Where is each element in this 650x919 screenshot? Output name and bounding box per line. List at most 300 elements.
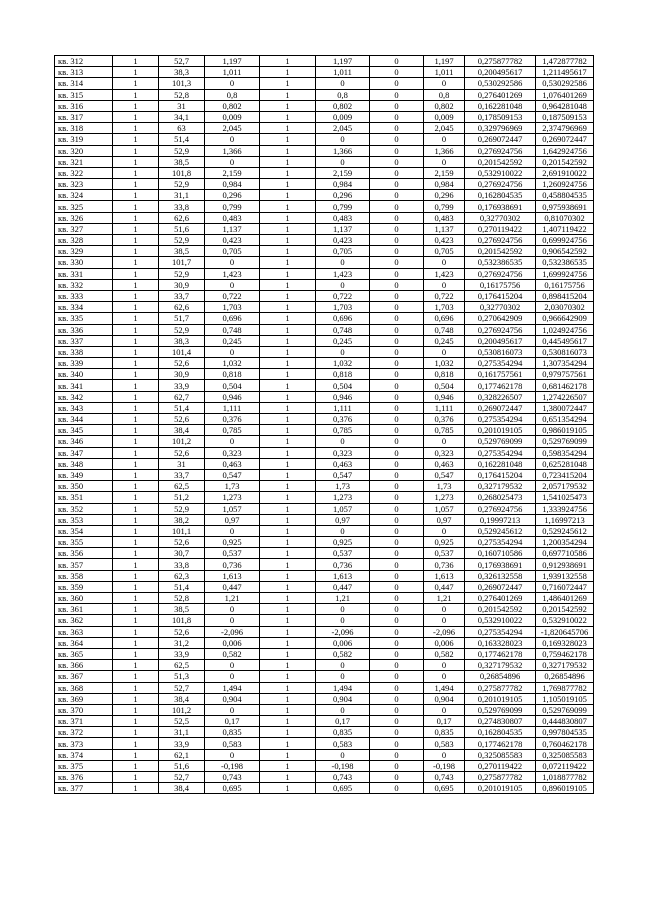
table-cell: 0 (370, 313, 424, 324)
table-cell: 52,9 (159, 235, 205, 246)
apartment-cell: кв. 365 (55, 648, 113, 659)
table-row (55, 235, 594, 246)
table-cell: 0,276924756 (465, 324, 536, 335)
table-cell: 0,16175756 (536, 279, 594, 290)
table-cell: 1 (260, 145, 316, 156)
table-cell: 0 (370, 67, 424, 78)
table-cell: 0,162804535 (465, 190, 536, 201)
table-cell: 38,5 (159, 156, 205, 167)
table-cell: 0,423 (205, 235, 260, 246)
table-cell: 0,328226507 (465, 391, 536, 402)
table-cell: 1,366 (424, 145, 465, 156)
table-cell: 0,695 (316, 783, 370, 794)
table-cell: 0 (316, 525, 370, 536)
table-cell: 1 (113, 783, 159, 794)
table-cell: 2,159 (205, 167, 260, 178)
table-cell: 1 (113, 302, 159, 313)
apartment-cell: кв. 367 (55, 671, 113, 682)
table-cell: 1 (113, 738, 159, 749)
table-cell: 0 (370, 570, 424, 581)
table-cell: 0,986019105 (536, 425, 594, 436)
table-cell: 1 (260, 358, 316, 369)
table-cell: 1,21 (316, 593, 370, 604)
table-cell: 0 (370, 503, 424, 514)
table-cell: 0 (316, 660, 370, 671)
table-cell: 52,9 (159, 324, 205, 335)
apartment-cell: кв. 376 (55, 772, 113, 783)
table-cell: 0,705 (424, 246, 465, 257)
table-row (55, 749, 594, 760)
table-cell: 1,73 (205, 481, 260, 492)
table-cell: 0,17 (424, 716, 465, 727)
table-cell: 1 (113, 772, 159, 783)
table-cell: 0,201019105 (465, 783, 536, 794)
table-row (55, 89, 594, 100)
table-cell: 0 (370, 525, 424, 536)
table-cell: 1,111 (205, 402, 260, 413)
table-cell: 51,6 (159, 760, 205, 771)
table-cell: 0,323 (424, 447, 465, 458)
table-cell: 0,736 (424, 559, 465, 570)
apartment-cell: кв. 369 (55, 693, 113, 704)
table-cell: 1,111 (424, 402, 465, 413)
table-cell: 63 (159, 123, 205, 134)
table-cell: 1 (260, 458, 316, 469)
table-cell: 0 (424, 156, 465, 167)
table-cell: 62,3 (159, 570, 205, 581)
table-cell: 0,799 (424, 201, 465, 212)
table-cell: 0 (316, 156, 370, 167)
table-row (55, 581, 594, 592)
table-cell: 0 (316, 604, 370, 615)
apartment-cell: кв. 373 (55, 738, 113, 749)
table-cell: 1,494 (316, 682, 370, 693)
table-cell: 0,201019105 (465, 425, 536, 436)
table-cell: 1,197 (424, 56, 465, 67)
table-cell: 101,2 (159, 436, 205, 447)
table-cell: 0,598354294 (536, 447, 594, 458)
table-cell: 1 (260, 604, 316, 615)
table-cell: 0,532386535 (536, 257, 594, 268)
table-cell: 0,696 (424, 313, 465, 324)
table-cell: 0,759462178 (536, 648, 594, 659)
table-row (55, 593, 594, 604)
table-cell: 1,703 (424, 302, 465, 313)
table-cell: 0 (205, 134, 260, 145)
table-cell: 0 (424, 704, 465, 715)
table-cell: 0,447 (316, 581, 370, 592)
table-cell: 0,009 (316, 111, 370, 122)
table-cell: 0 (370, 212, 424, 223)
table-cell: 1,197 (205, 56, 260, 67)
table-cell: 1 (113, 648, 159, 659)
apartment-cell: кв. 353 (55, 514, 113, 525)
table-row (55, 290, 594, 301)
table-cell: 0,722 (205, 290, 260, 301)
table-cell: 0,176938691 (465, 201, 536, 212)
table-cell: 0,276924756 (465, 268, 536, 279)
table-row (55, 514, 594, 525)
table-cell: 0 (370, 749, 424, 760)
table-cell: -0,198 (316, 760, 370, 771)
table-cell: 0,925 (316, 537, 370, 548)
table-cell: 30,9 (159, 369, 205, 380)
table-cell: 1 (113, 358, 159, 369)
table-row (55, 469, 594, 480)
table-cell: 1 (113, 637, 159, 648)
table-cell: 38,5 (159, 246, 205, 257)
table-cell: 1 (113, 727, 159, 738)
table-cell: 0 (316, 257, 370, 268)
table-cell: 1 (260, 436, 316, 447)
table-cell: 0,979757561 (536, 369, 594, 380)
table-row (55, 772, 594, 783)
table-cell: 1 (260, 302, 316, 313)
table-cell: 1,73 (424, 481, 465, 492)
table-cell: 0 (370, 268, 424, 279)
table-row (55, 145, 594, 156)
table-cell: 1 (113, 402, 159, 413)
table-cell: 0 (370, 727, 424, 738)
table-cell: 0 (205, 279, 260, 290)
table-cell: 1 (260, 89, 316, 100)
table-cell: 1 (113, 279, 159, 290)
table-cell: 0,984 (424, 179, 465, 190)
table-cell: 0,423 (316, 235, 370, 246)
table-row (55, 693, 594, 704)
table-cell: 1,011 (424, 67, 465, 78)
table-cell: 0,743 (205, 772, 260, 783)
table-cell: 0,32770302 (465, 302, 536, 313)
table-cell: 51,2 (159, 492, 205, 503)
table-cell: 0,201542592 (536, 604, 594, 615)
table-cell: 38,2 (159, 514, 205, 525)
table-cell: 0 (370, 358, 424, 369)
table-cell: 0,201542592 (465, 156, 536, 167)
table-cell: 1 (260, 704, 316, 715)
table-cell: 0,975938691 (536, 201, 594, 212)
table-cell: 1 (113, 190, 159, 201)
table-row (55, 246, 594, 257)
table-row (55, 425, 594, 436)
table-row (55, 537, 594, 548)
apartment-cell: кв. 350 (55, 481, 113, 492)
table-row (55, 391, 594, 402)
table-cell: 0,818 (205, 369, 260, 380)
table-cell: 0,785 (424, 425, 465, 436)
table-cell: 1 (113, 593, 159, 604)
table-cell: 1 (260, 525, 316, 536)
table-cell: 1,423 (205, 268, 260, 279)
table-cell: 1,018877782 (536, 772, 594, 783)
table-cell: 0 (370, 156, 424, 167)
table-cell: 0 (370, 682, 424, 693)
table-cell: 0,696 (316, 313, 370, 324)
table-cell: 0,270119422 (465, 760, 536, 771)
apartment-cell: кв. 327 (55, 223, 113, 234)
table-cell: 0 (370, 481, 424, 492)
table-cell: 1,211495617 (536, 67, 594, 78)
table-cell: 1 (260, 369, 316, 380)
table-row (55, 559, 594, 570)
table-cell: -0,198 (424, 760, 465, 771)
table-cell: 1,011 (205, 67, 260, 78)
table-row (55, 279, 594, 290)
table-cell: 1 (260, 67, 316, 78)
table-cell: 52,7 (159, 682, 205, 693)
table-row (55, 738, 594, 749)
table-cell: 52,9 (159, 503, 205, 514)
table-cell: 0,529245612 (465, 525, 536, 536)
table-cell: 0 (424, 749, 465, 760)
table-cell: 1 (260, 514, 316, 525)
table-cell: 1 (113, 179, 159, 190)
table-cell: 1,057 (205, 503, 260, 514)
table-row (55, 257, 594, 268)
apartment-cell: кв. 348 (55, 458, 113, 469)
table-cell: 1 (260, 570, 316, 581)
table-cell: 0,547 (424, 469, 465, 480)
table-cell: 0,176415204 (465, 469, 536, 480)
table-cell: 0,177462178 (465, 648, 536, 659)
table-cell: 0 (370, 615, 424, 626)
table-cell: 1,541025473 (536, 492, 594, 503)
table-cell: 0 (424, 615, 465, 626)
table-cell: 1,137 (424, 223, 465, 234)
table-cell: 0,743 (424, 772, 465, 783)
table-cell: 0,8 (316, 89, 370, 100)
table-cell: 1 (260, 425, 316, 436)
table-cell: 1,423 (424, 268, 465, 279)
table-cell: 0,326132558 (465, 570, 536, 581)
table-cell: 52,9 (159, 268, 205, 279)
table-row (55, 324, 594, 335)
apartment-cell: кв. 333 (55, 290, 113, 301)
table-cell: 1 (260, 335, 316, 346)
table-cell: 1,032 (424, 358, 465, 369)
table-cell: 0,275354294 (465, 537, 536, 548)
table-cell: 0,8 (205, 89, 260, 100)
table-cell: 33,7 (159, 290, 205, 301)
table-row (55, 111, 594, 122)
table-cell: 0,376 (205, 414, 260, 425)
table-cell: 1 (260, 772, 316, 783)
table-cell: 1 (113, 749, 159, 760)
table-cell: 0 (370, 593, 424, 604)
table-cell: 0,696 (205, 313, 260, 324)
table-cell: 1 (113, 78, 159, 89)
table-cell: 0,162804535 (465, 727, 536, 738)
table-cell: 0,276924756 (465, 235, 536, 246)
table-cell: 0,269072447 (465, 134, 536, 145)
table-cell: 0 (370, 425, 424, 436)
table-cell: 0,529245612 (536, 525, 594, 536)
table-row (55, 637, 594, 648)
table-cell: 1 (260, 123, 316, 134)
table-cell: 1 (260, 648, 316, 659)
table-row (55, 727, 594, 738)
table-cell: 1 (260, 56, 316, 67)
table-cell: 0,547 (205, 469, 260, 480)
table-row (55, 78, 594, 89)
table-cell: 0 (424, 436, 465, 447)
table-cell: 1 (113, 246, 159, 257)
table-cell: 1,699924756 (536, 268, 594, 279)
table-cell: 0,275354294 (465, 447, 536, 458)
apartment-cell: кв. 355 (55, 537, 113, 548)
table-cell: 1 (113, 290, 159, 301)
table-cell: 1 (113, 514, 159, 525)
table-cell: 0,97 (205, 514, 260, 525)
table-cell: 1 (260, 738, 316, 749)
table-cell: 0,276924756 (465, 179, 536, 190)
table-cell: 101,7 (159, 257, 205, 268)
table-cell: 0,529769099 (536, 704, 594, 715)
table-cell: 1,260924756 (536, 179, 594, 190)
table-cell: 0,323 (205, 447, 260, 458)
table-cell: 0,329796969 (465, 123, 536, 134)
table-cell: 0 (205, 156, 260, 167)
table-row (55, 648, 594, 659)
table-cell: 1,939132558 (536, 570, 594, 581)
table-cell: 1 (113, 89, 159, 100)
table-cell: 1 (113, 525, 159, 536)
table-cell: 1,366 (205, 145, 260, 156)
table-cell: 1,011 (316, 67, 370, 78)
table-cell: 0,176938691 (465, 559, 536, 570)
table-cell: 1 (260, 235, 316, 246)
table-cell: 0,743 (316, 772, 370, 783)
table-cell: 0,802 (205, 100, 260, 111)
table-cell: 31,2 (159, 637, 205, 648)
table-cell: 30,9 (159, 279, 205, 290)
table-row (55, 436, 594, 447)
apartment-cell: кв. 357 (55, 559, 113, 570)
table-cell: 1 (260, 481, 316, 492)
apartment-cell: кв. 372 (55, 727, 113, 738)
table-row (55, 481, 594, 492)
table-cell: 0,946 (424, 391, 465, 402)
table-cell: 1,769877782 (536, 682, 594, 693)
table-cell: 0,946 (316, 391, 370, 402)
table-cell: 52,9 (159, 179, 205, 190)
table-cell: 0 (424, 660, 465, 671)
table-cell: 1,73 (316, 481, 370, 492)
table-cell: 33,9 (159, 738, 205, 749)
apartment-cell: кв. 335 (55, 313, 113, 324)
table-cell: 101,3 (159, 78, 205, 89)
table-cell: 1,137 (205, 223, 260, 234)
table-cell: 0,327179532 (465, 660, 536, 671)
table-cell: 1 (260, 279, 316, 290)
table-cell: 0,32770302 (465, 212, 536, 223)
table-cell: 0,296 (316, 190, 370, 201)
table-cell: 0 (370, 637, 424, 648)
table-row (55, 134, 594, 145)
table-cell: 0 (370, 235, 424, 246)
table-cell: 0,483 (424, 212, 465, 223)
table-cell: 0,997804535 (536, 727, 594, 738)
table-cell: 1 (113, 570, 159, 581)
table-cell: 2,045 (316, 123, 370, 134)
table-cell: 0,898415204 (536, 290, 594, 301)
table-cell: 0,201019105 (465, 693, 536, 704)
table-cell: 0,946 (205, 391, 260, 402)
table-cell: 0 (370, 380, 424, 391)
table-cell: 1 (113, 760, 159, 771)
table-row (55, 313, 594, 324)
table-cell: 0,200495617 (465, 67, 536, 78)
table-cell: 0 (370, 704, 424, 715)
table-cell: 0,504 (424, 380, 465, 391)
table-cell: 0 (205, 257, 260, 268)
table-cell: 1 (113, 481, 159, 492)
apartment-cell: кв. 339 (55, 358, 113, 369)
table-row (55, 190, 594, 201)
table-cell: 1 (113, 626, 159, 637)
table-cell: 1 (260, 246, 316, 257)
table-cell: 1 (260, 671, 316, 682)
table-cell: 0,802 (316, 100, 370, 111)
table-cell: 0,006 (316, 637, 370, 648)
table-cell: 0 (370, 56, 424, 67)
table-cell: 0 (370, 302, 424, 313)
table-cell: 0 (316, 279, 370, 290)
apartment-cell: кв. 375 (55, 760, 113, 771)
table-cell: 1,613 (316, 570, 370, 581)
table-cell: 0,530292586 (465, 78, 536, 89)
table-cell: 0,695 (205, 783, 260, 794)
table-cell: 0 (205, 671, 260, 682)
table-cell: 1 (113, 615, 159, 626)
table-cell: 0 (370, 436, 424, 447)
table-cell: 0 (316, 346, 370, 357)
table-cell: 1 (260, 167, 316, 178)
table-cell: 1 (113, 100, 159, 111)
table-cell: 1 (113, 235, 159, 246)
table-cell: 33,9 (159, 648, 205, 659)
table-cell: 0,532386535 (465, 257, 536, 268)
table-cell: 0 (370, 514, 424, 525)
table-cell: 0 (424, 604, 465, 615)
table-cell: 1 (260, 212, 316, 223)
table-cell: 62,5 (159, 481, 205, 492)
table-cell: 0,072119422 (536, 760, 594, 771)
table-cell: 0,530816073 (465, 346, 536, 357)
table-cell: 52,6 (159, 414, 205, 425)
table-cell: 1 (260, 346, 316, 357)
table-cell: 0,270642909 (465, 313, 536, 324)
table-cell: 1 (260, 469, 316, 480)
table-cell: 1 (260, 447, 316, 458)
table-cell: 0,966642909 (536, 313, 594, 324)
table-cell: 101,8 (159, 615, 205, 626)
table-cell: 1 (260, 693, 316, 704)
apartment-cell: кв. 364 (55, 637, 113, 648)
table-cell: 0,904 (424, 693, 465, 704)
table-cell: 1 (113, 346, 159, 357)
table-cell: 1,032 (205, 358, 260, 369)
apartment-cell: кв. 315 (55, 89, 113, 100)
table-cell: 1 (113, 56, 159, 67)
table-row (55, 626, 594, 637)
table-cell: 1,407119422 (536, 223, 594, 234)
table-cell: 1,057 (424, 503, 465, 514)
apartment-cell: кв. 322 (55, 167, 113, 178)
table-row (55, 223, 594, 234)
table-cell: 0,423 (424, 235, 465, 246)
table-cell: 1,703 (316, 302, 370, 313)
